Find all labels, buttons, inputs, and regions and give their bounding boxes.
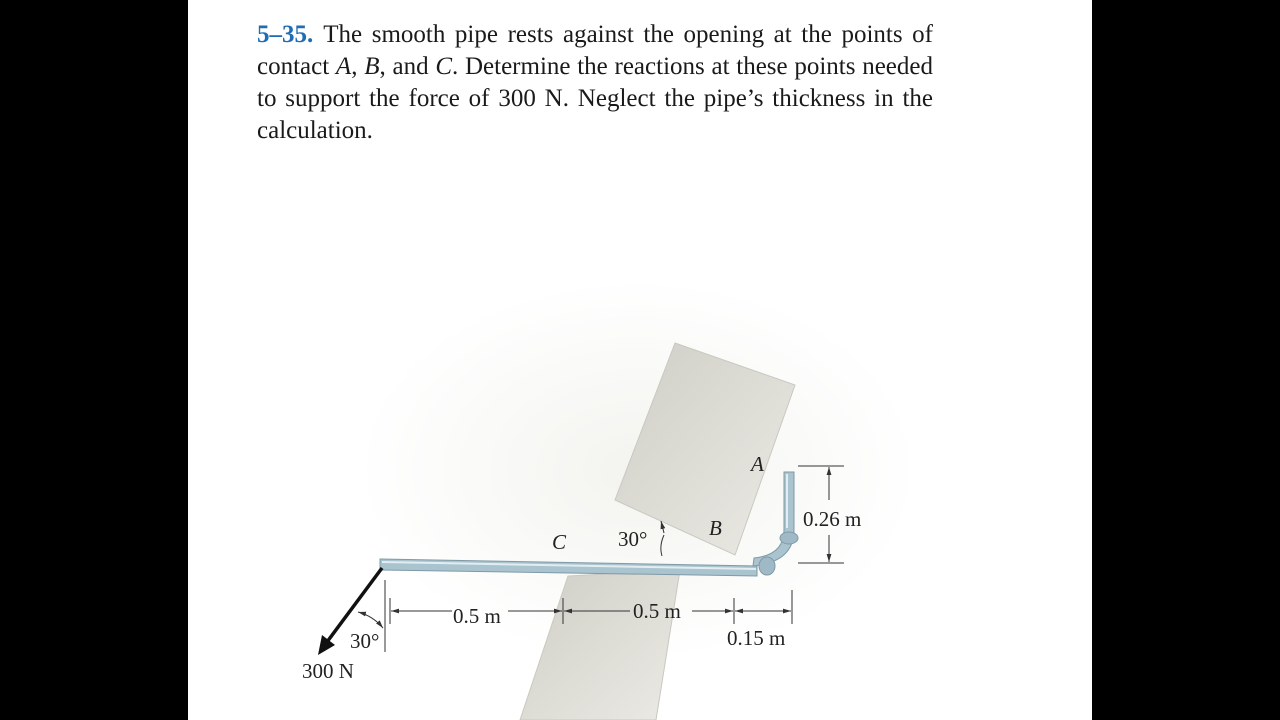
angle-top-label: 30° bbox=[618, 527, 648, 551]
textbook-page bbox=[188, 0, 1092, 720]
dim-left: 0.5 m bbox=[453, 604, 501, 628]
force-arrowhead bbox=[318, 635, 335, 655]
label-C: C bbox=[552, 530, 567, 554]
force-angle-arc bbox=[358, 612, 383, 628]
force-label: 300 N bbox=[302, 659, 354, 683]
dim-height: 0.26 m bbox=[803, 507, 862, 531]
problem-number: 5–35. bbox=[257, 21, 314, 48]
label-A: A bbox=[751, 452, 764, 476]
problem-statement: 5–35. The smooth pipe rests against the opening at the points of contact A, B, and C. Determine the reactions at these points needed to support the force of 300 N. Neglect the pipe’s thickness in the calculation. bbox=[257, 21, 934, 144]
label-B: B bbox=[709, 516, 722, 540]
pipe-figure bbox=[188, 0, 1092, 720]
dim-middle: 0.5 m bbox=[633, 599, 681, 623]
dim-right: 0.15 m bbox=[727, 626, 786, 650]
angle-force-label: 30° bbox=[350, 629, 380, 653]
